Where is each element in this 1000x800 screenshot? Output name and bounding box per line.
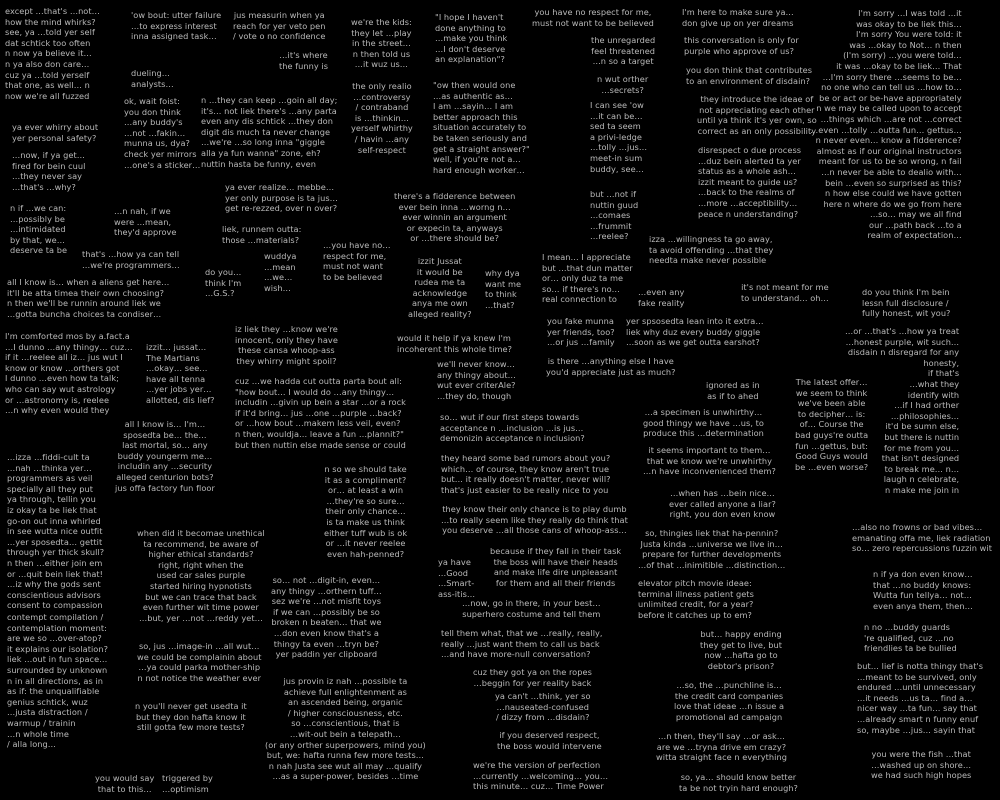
caption-contempt: contempt compilation / contemplation moment: are we so …over-atop? it explains our isolation? liek …out in fun space… surrounded by unknown n in all directions, as in as if: the unqualifiable genius schtick, wuz …justa distraction / warmup / trainin …n whole time / alla long… <box>7 612 108 750</box>
caption-utter-failure: 'ow bout: utter failure …to express interest inna assigned task… <box>131 10 222 42</box>
caption-keep-going: n …they can keep …goin all day; it's… not liek there's …any parta even any dis schtick …they don digit dis much ta never change …we're …so long inna "giggle alla ya fun wanna" zone, eh? nuttin hasta be funny, even <box>201 95 338 169</box>
caption-fired-for-cuul: …now, if ya get… fired for bein cuul …they never say …that's …why? <box>12 150 86 192</box>
caption-disdain-environment: you don think that contributes to an environment of disdain? <box>686 65 813 86</box>
caption-tell-them: tell them what, that we …really, really, really …just want them to call us back …and have more-null conversation? <box>441 628 603 660</box>
caption-usedta: n you'll never get usedta it but they don hafta know it still gotta few more tests? <box>135 701 247 733</box>
caption-fiddi-cult: …izza …fiddi-cult ta …nah …thinka yer… programmers as veil specially all they put ya through, tellin you iz okay ta be liek that go-on out inna whirled in see wutta nice outfit …yer sposedta… gettit through yer thick skull? n then …either join em or …quit bein liek that! …iz why the gods sent conscientious advisors consent to compassion <box>7 452 105 611</box>
caption-cut-outta: cuz …we hadda cut outta parta bout all: "how bout… I would do …any thingy… includin …givin up bein a star …or a rock if it'd bring… jus …one …purple …back? or …how bout …makem less veil, even? n then, wouldja… leave a fun …plannit?" but then nuttin else made sense or could <box>235 376 406 450</box>
caption-aliens: all I know is… when a aliens get here… it'll be atta timea their own choosing? n then we'll be runnin around liek we …gotta buncha choices ta condiser… <box>7 277 170 319</box>
caption-innocent: iz liek they …know we're innocent, only they have these cansa whoop-ass they whirry might spoil? <box>235 324 338 366</box>
caption-superhero: …now, go in there, in your best… superhero costume and tell them <box>462 598 601 619</box>
caption-important: it seems important to them… that we know we're unwhirthy …n have inconvenienced them? <box>643 445 776 477</box>
caption-gs: do you… think I'm …G.S.? <box>205 267 242 299</box>
caption-approve-of-us: this conversation is only for purple who approve of us? <box>684 35 799 56</box>
caption-first-steps: so… wut if our first steps towards acceptance n …inclusion …is jus… demonizin acceptance n inclusion? <box>440 412 585 444</box>
caption-enlightenment: jus provin iz nah …possible ta achieve full enlightenment as an ascended being, organic / higher consciousness, etc. so …conscientious, that is …wit-out bein a telepath… (or any orther superpowers, mind you) but, we: hafta runna few more tests… n nah Justa see wut all may …qualify …as a super-power, besides …time <box>265 676 426 782</box>
caption-willingness: izza …willingness ta go away, ta avoid offending …that they needta make never possible <box>649 234 774 266</box>
caption-unregarded: the unregarded feel threatened …n so a target <box>591 35 656 67</box>
caption-incoherent: would it help if ya knew I'm incoherent this whole time? <box>397 333 512 354</box>
caption-fake-reality: …even any fake reality <box>638 287 685 308</box>
caption-fake-friends: you fake munna yer friends, too? …or jus …family <box>547 316 615 348</box>
caption-funny-is: …it's where the funny is <box>279 50 329 71</box>
caption-they-approve: …n nah, if we were …mean, they'd approve <box>114 206 177 238</box>
caption-ropes: cuz they got ya on the ropes …beggin for yer reality back <box>473 667 592 688</box>
caption-controversy: the only realio …controversy / contraband is …thinkin… yerself whirthy / havin …any self-respect <box>351 81 413 155</box>
caption-compliment: n so we should take it as a compliment? or… at least a win …they're so sure… their only chance… is ta make us think either tuff wub is ok or …it never reelee even hah-penned? <box>324 464 408 559</box>
caption-why-dya: why dya want me to think …that? <box>485 268 522 310</box>
caption-other-secrets: n wut orther …secrets? <box>597 74 649 95</box>
caption-know-better: so, ya… should know better ta be not tryin hard enough? <box>679 772 798 793</box>
caption-latest-offer: The latest offer… we seem to think we've been able to decipher… is: of… Course the bad guys're outta fun …gettus, but: Good Guys would be …even worse? <box>795 377 869 472</box>
caption-programmers: that's …how ya can tell …we're programmers… <box>82 249 180 270</box>
caption-full-disclosure: do you think I'm bein lessn full disclosure / fully honest, wit you? <box>862 287 951 319</box>
caption-play-dumb: they know their only chance is to play dumb …to really seem like they really do think that you deserve …all those cans of whoop-ass… <box>441 504 628 536</box>
caption-materials: liek, runnem outta: those …materials? <box>222 224 302 245</box>
caption-no-buddy-knows: n if ya don even know… that …no buddy knows: Wutta fun tellya… not… even anya them, then… <box>873 569 973 611</box>
caption-honest-purple: …or …that's …how ya treat …honest purple, wit such… disdain n disregard for any honesty, if that's …what they identify with …if I had orther …philosophies… it'd be sumn else, but there is nuttin for me from you… that isn't designed to break me… n… laugh n celebrate, n make me join in <box>845 326 960 495</box>
caption-happy-ending: but… happy ending they get to live, but now …hafta go to debtor's prison? <box>700 629 783 671</box>
caption-no-respect-top: you have no respect for me, must not want to be believed <box>532 7 654 28</box>
caption-image-in: so, jus …image-in …all wut… we could be complainin about …ya could parka mother-ship n not notice the weather ever <box>137 641 262 683</box>
caption-we-are-the-kids: we're the kids: they let …play in the street… n then told us …it wuz us… <box>351 17 412 70</box>
caption-punchline: …so, the …punchline is… the credit card companies love that ideae …n issue a promotional ad campaign <box>674 680 785 722</box>
caption-would-say: you would say that to this… <box>95 773 155 794</box>
caption-rerezzed: ya ever realize… mebbe… yer only purpose is ta jus… get re-rezzed, over n over? <box>225 182 338 214</box>
caption-how-then: "ow then would one …as authentic as… I am …sayin… I am better approach this situation accurately to be taken seriously and get a straight answer?" well, if you're not a… hard enough worker… <box>433 80 530 175</box>
caption-fall-in-task: because if they fall in their task the boss will have their heads and make life dire unpleasant for them and all their friends <box>490 546 622 588</box>
caption-dueling-analysts: dueling… analysts… <box>131 68 174 89</box>
caption-fish: you were the fish …that …washed up on shore… we had such high hopes <box>871 749 972 781</box>
caption-comforted: I'm comforted mos by a.fact.a …I dunno …any thingy… cuz… if it …reelee all iz… jus wut I know or know …orthers got I dunno …even how ta talk; who can say wut astrology or …astronomy is, reelee …n why even would they <box>5 331 133 416</box>
caption-appreciate: I mean… I appreciate but …that dun matter or… only duz ta me so… if there's no… real connection to <box>542 252 633 305</box>
caption-fidderence: there's a fidderence between ever bein inna …worng n… ever winnin an argument or expecin ta, anyways or …there should be? <box>394 191 516 244</box>
caption-triggered: triggered by …optimism <box>162 773 213 794</box>
caption-not-meant: it's not meant for me to understand… oh… <box>741 282 829 303</box>
caption-smart-ass: ya have …Good …Smart- ass-itis… <box>438 557 476 599</box>
caption-never-know: we'll never know… any thingy about… wut ever criterAle? …they do, though <box>437 359 516 401</box>
caption-last-mortal: all I know is… I'm… sposedta be… the… last mortal, so… any buddy youngerm me… includin any …security alleged centurion bots? jus offa factory fun floor <box>115 419 215 493</box>
caption-drive-crazy: …n then, they'll say …or ask… are we …tryna drive em crazy? witta straight face n everything <box>656 731 787 763</box>
caption-personal-safety: ya ever whirry about yer personal safety? <box>12 122 99 143</box>
caption-bein-nice: …when has …bein nice… ever called anyone a liar? right, you don even know <box>669 488 776 520</box>
caption-hope-i-havent: "I hope I haven't done anything to …make you think …I don't deserve an explanation"? <box>435 12 508 65</box>
caption-im-sorry: I'm sorry …I was told …it was okay to be liek this… I'm sorry You were told: it was …okay to Not… n then (I'm sorry) …you were told… it was …okay to be liek… That …I'm sorry there …seems to be… no one who can tell us …how to… be or act or be-have appropriately n we may be called upon to accept …things which …are not …correct …even …tolly …outta fun… gettus… n never even… know a fidderence? almost as if our original instructors meant for us to be so wrong, n fail …n never be able to dealio with… bein …even so surprised as this? n how else could we have gotten here n where do we go from here …so… may we all find our …path back …to a realm of expectation… <box>810 8 962 241</box>
caption-privilege: I can see 'ow …it can be… sed ta seem a privi-ledge …tolly …jus… meet-in sum buddy, see… <box>590 100 648 174</box>
caption-unethical: when did it becomae unethical ta recommend, be aware of higher ethical standards? right, right when the used car sales purple started hiring hypnotists but we can trace that back even further wit time power …but, yer …not …reddy yet… <box>137 528 265 623</box>
caption-no-frowns: …also no frowns or bad vibes… emanating offa me, liek radiation so… zero repercussions fuzzin wit <box>852 522 992 554</box>
caption-izzit-jussat: izzit Jussat it would be rudea me ta acknowledge anya me own alleged reality? <box>408 256 472 319</box>
caption-no-respect-mid: …you have no… respect for me, must not want to be believed <box>323 240 391 282</box>
caption-specimen: …a specimen is unwhirthy… good thingy we have …us, to produce this …determination <box>643 407 764 439</box>
caption-veto-pen: jus measurin when ya reach for yer veto pen / vote o no confidence <box>233 10 326 42</box>
caption-bad-rumors: they heard some bad rumors about you? which… of course, they know aren't true but… it really doesn't matter, never will? that's just easier to be really nice to you <box>441 453 611 495</box>
caption-wait-foist: ok, wait foist: you don think …any buddy's …not …fakin… munna us, dya? check yer mirrors …one's a sticker… <box>124 96 201 170</box>
caption-perfection: we're the version of perfection …currently …welcoming… you… this minute… cuz… Time Power <box>473 760 609 792</box>
caption-disrespect: disrespect o due process …duz bein alerted ta yer status as a whole ash… izzit meant to guide us? …back to the realms of …more …acceptibility… peace n understanding? <box>698 145 802 219</box>
caption-deserved-respect: if you deserved respect, the boss would intervene <box>497 730 602 751</box>
caption-dont-give-up: I'm here to make sure ya… don give up on yer dreams <box>682 7 794 28</box>
caption-anything-else: is there …anything else I have you'd appreciate just as much? <box>546 356 676 377</box>
caption-introduce-ideae: they introduce the ideae of not appreciating each other until ya think it's yer own, so correct as an only possibility <box>697 94 817 136</box>
caption-misfit-toys: so… not …digit-in, even… any thingy …orthern tuff… sez we're …not misfit toys if we can …possibly be so broken n beaten… that we …don even know that's a thingy ta even …tryn be? yer paddin yer clipboard <box>271 575 382 660</box>
caption-intimidated: n if …we can: …possibly be …intimidated by that, we… deserve ta be <box>10 203 68 256</box>
caption-ha-pennin: so, thingies liek that ha-pennin? Justa kinda …universe we live in… prepare for further developments …of that …inimitible …distinction… <box>638 528 786 570</box>
caption-nuttin-guud: but …not if nuttin guud …comaes …frummit …reelee? <box>590 189 639 242</box>
caption-elevator-pitch: elevator pitch movie ideae: terminal illness patient gets unlimited credit, for a year? before it catches up to em? <box>638 578 754 620</box>
caption-lief-survived: but… lief is notta thingy that's …meant to be survived, only endured …until unnecessary …it needs …us ta… find a… nicer way …ta fun… say that …already smart n funny enuf so, maybe …jus… sayin that <box>857 661 984 735</box>
caption-except-thats-not: except …that's …not… how the mind whirks? see, ya …told yer self dat schtick too often n now ya believe it… n ya also don care… cuz ya …told yerself that one, as well… n now we're all fuzzed <box>5 6 100 101</box>
caption-ignored: ignored as in as if to ahed <box>706 380 760 401</box>
caption-wuddya-mean: wuddya …mean …we… wish… <box>264 251 297 293</box>
caption-buddy-guards: n no …buddy guards 're qualified, cuz …no friendlies ta be bullied <box>864 622 957 654</box>
caption-martians: izzit… jussat… The Martians …okay… see… have all tenna …yer jobs yer… allotted, dis lief? <box>146 342 215 405</box>
caption-earshot: yer spsosedta lean into it extra… liek why duz every buddy giggle …soon as we get outta earshot? <box>626 316 764 348</box>
caption-nauseated: ya can't …think, yer so …nauseated-confused / dizzy from …disdain? <box>495 691 591 723</box>
